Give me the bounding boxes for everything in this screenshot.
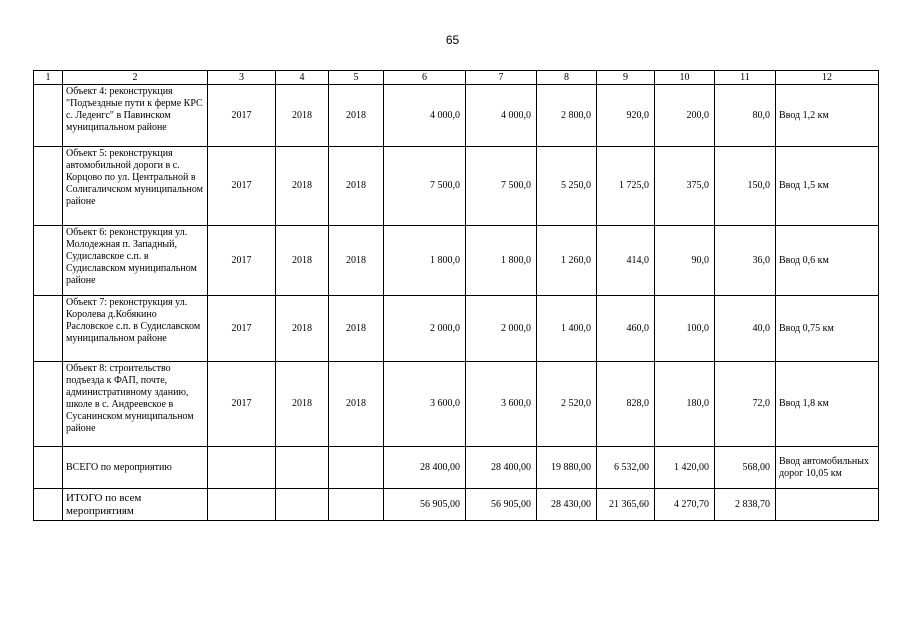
end-year: 2018 <box>276 362 329 447</box>
grand-total-cost: 56 905,00 <box>384 489 466 521</box>
empty-cell <box>276 447 329 489</box>
header-cell-5: 5 <box>329 71 384 85</box>
start-year: 2017 <box>208 85 276 147</box>
empty-cell <box>276 489 329 521</box>
row-number-cell <box>34 489 63 521</box>
empty-cell <box>208 447 276 489</box>
header-cell-1: 1 <box>34 71 63 85</box>
empty-cell <box>329 489 384 521</box>
header-cell-4: 4 <box>276 71 329 85</box>
financing-source-c: 100,0 <box>655 296 715 362</box>
table-row <box>34 226 879 296</box>
row-number-cell <box>34 447 63 489</box>
financing-total: 1 800,0 <box>466 226 537 296</box>
total-result-note: Ввод автомобильных дорог 10,05 км <box>776 447 879 489</box>
header-cell-10: 10 <box>655 71 715 85</box>
financing-source-d: 150,0 <box>715 147 776 226</box>
commission-year: 2018 <box>329 85 384 147</box>
cost-total: 3 600,0 <box>384 362 466 447</box>
grand-total-financing: 56 905,00 <box>466 489 537 521</box>
header-cell-2: 2 <box>63 71 208 85</box>
budget-table <box>33 70 879 521</box>
result-note: Ввод 0,75 км <box>776 296 879 362</box>
start-year: 2017 <box>208 147 276 226</box>
row-number-cell <box>34 362 63 447</box>
financing-source-b: 1 725,0 <box>597 147 655 226</box>
financing-source-a: 5 250,0 <box>537 147 597 226</box>
financing-total: 2 000,0 <box>466 296 537 362</box>
financing-source-c: 90,0 <box>655 226 715 296</box>
financing-source-a: 1 400,0 <box>537 296 597 362</box>
total-cost: 28 400,00 <box>384 447 466 489</box>
end-year: 2018 <box>276 85 329 147</box>
financing-source-b: 460,0 <box>597 296 655 362</box>
financing-source-a: 2 800,0 <box>537 85 597 147</box>
financing-source-b: 414,0 <box>597 226 655 296</box>
object-name: Объект 8: строительство подъезда к ФАП, почте, административному зданию, школе в с. Андреевское в Сусанинском муниципальном районе <box>63 362 208 447</box>
grand-total-source-a: 28 430,00 <box>537 489 597 521</box>
total-source-c: 1 420,00 <box>655 447 715 489</box>
object-name: Объект 5: реконструкция автомобильной дороги в с. Корцово по ул. Центральной в Солигаличском муниципальном районе <box>63 147 208 226</box>
header-row <box>34 71 879 85</box>
empty-cell <box>208 489 276 521</box>
header-cell-9: 9 <box>597 71 655 85</box>
commission-year: 2018 <box>329 296 384 362</box>
cost-total: 1 800,0 <box>384 226 466 296</box>
financing-total: 4 000,0 <box>466 85 537 147</box>
financing-source-a: 1 260,0 <box>537 226 597 296</box>
grand-total-row <box>34 489 879 521</box>
commission-year: 2018 <box>329 147 384 226</box>
object-name: Объект 7: реконструкция ул. Королева д.Кобякино Расловское с.п. в Судиславском муниципальном районе <box>63 296 208 362</box>
result-note: Ввод 1,5 км <box>776 147 879 226</box>
commission-year: 2018 <box>329 226 384 296</box>
grand-total-result-note <box>776 489 879 521</box>
cost-total: 2 000,0 <box>384 296 466 362</box>
commission-year: 2018 <box>329 362 384 447</box>
header-cell-11: 11 <box>715 71 776 85</box>
row-number-cell <box>34 147 63 226</box>
financing-source-c: 200,0 <box>655 85 715 147</box>
end-year: 2018 <box>276 296 329 362</box>
start-year: 2017 <box>208 362 276 447</box>
grand-total-source-c: 4 270,70 <box>655 489 715 521</box>
financing-source-b: 828,0 <box>597 362 655 447</box>
row-number-cell <box>34 85 63 147</box>
object-name: Объект 6: реконструкция ул. Молодежная п. Западный, Судиславское с.п. в Судиславском муниципальном районе <box>63 226 208 296</box>
financing-source-c: 375,0 <box>655 147 715 226</box>
end-year: 2018 <box>276 147 329 226</box>
financing-source-a: 2 520,0 <box>537 362 597 447</box>
total-source-b: 6 532,00 <box>597 447 655 489</box>
table-row <box>34 362 879 447</box>
financing-source-d: 72,0 <box>715 362 776 447</box>
financing-total: 3 600,0 <box>466 362 537 447</box>
total-label: ВСЕГО по мероприятию <box>63 447 208 489</box>
result-note: Ввод 0,6 км <box>776 226 879 296</box>
total-financing: 28 400,00 <box>466 447 537 489</box>
table-row <box>34 85 879 147</box>
grand-total-source-b: 21 365,60 <box>597 489 655 521</box>
empty-cell <box>329 447 384 489</box>
financing-total: 7 500,0 <box>466 147 537 226</box>
table-row <box>34 147 879 226</box>
object-name: Объект 4: реконструкция "Подъездные пути к ферме КРС с. Леденгс" в Павинском муниципальном районе <box>63 85 208 147</box>
grand-total-source-d: 2 838,70 <box>715 489 776 521</box>
row-number-cell <box>34 296 63 362</box>
grand-total-label: ИТОГО по всем мероприятиям <box>63 489 208 521</box>
header-cell-6: 6 <box>384 71 466 85</box>
financing-source-d: 36,0 <box>715 226 776 296</box>
cost-total: 4 000,0 <box>384 85 466 147</box>
table-row <box>34 296 879 362</box>
result-note: Ввод 1,2 км <box>776 85 879 147</box>
header-cell-3: 3 <box>208 71 276 85</box>
cost-total: 7 500,0 <box>384 147 466 226</box>
start-year: 2017 <box>208 226 276 296</box>
total-source-a: 19 880,00 <box>537 447 597 489</box>
financing-source-c: 180,0 <box>655 362 715 447</box>
financing-source-d: 40,0 <box>715 296 776 362</box>
financing-source-b: 920,0 <box>597 85 655 147</box>
total-source-d: 568,00 <box>715 447 776 489</box>
total-row <box>34 447 879 489</box>
end-year: 2018 <box>276 226 329 296</box>
row-number-cell <box>34 226 63 296</box>
start-year: 2017 <box>208 296 276 362</box>
page-number: 65 <box>445 33 460 47</box>
header-cell-8: 8 <box>537 71 597 85</box>
result-note: Ввод 1,8 км <box>776 362 879 447</box>
header-cell-7: 7 <box>466 71 537 85</box>
financing-source-d: 80,0 <box>715 85 776 147</box>
header-cell-12: 12 <box>776 71 879 85</box>
